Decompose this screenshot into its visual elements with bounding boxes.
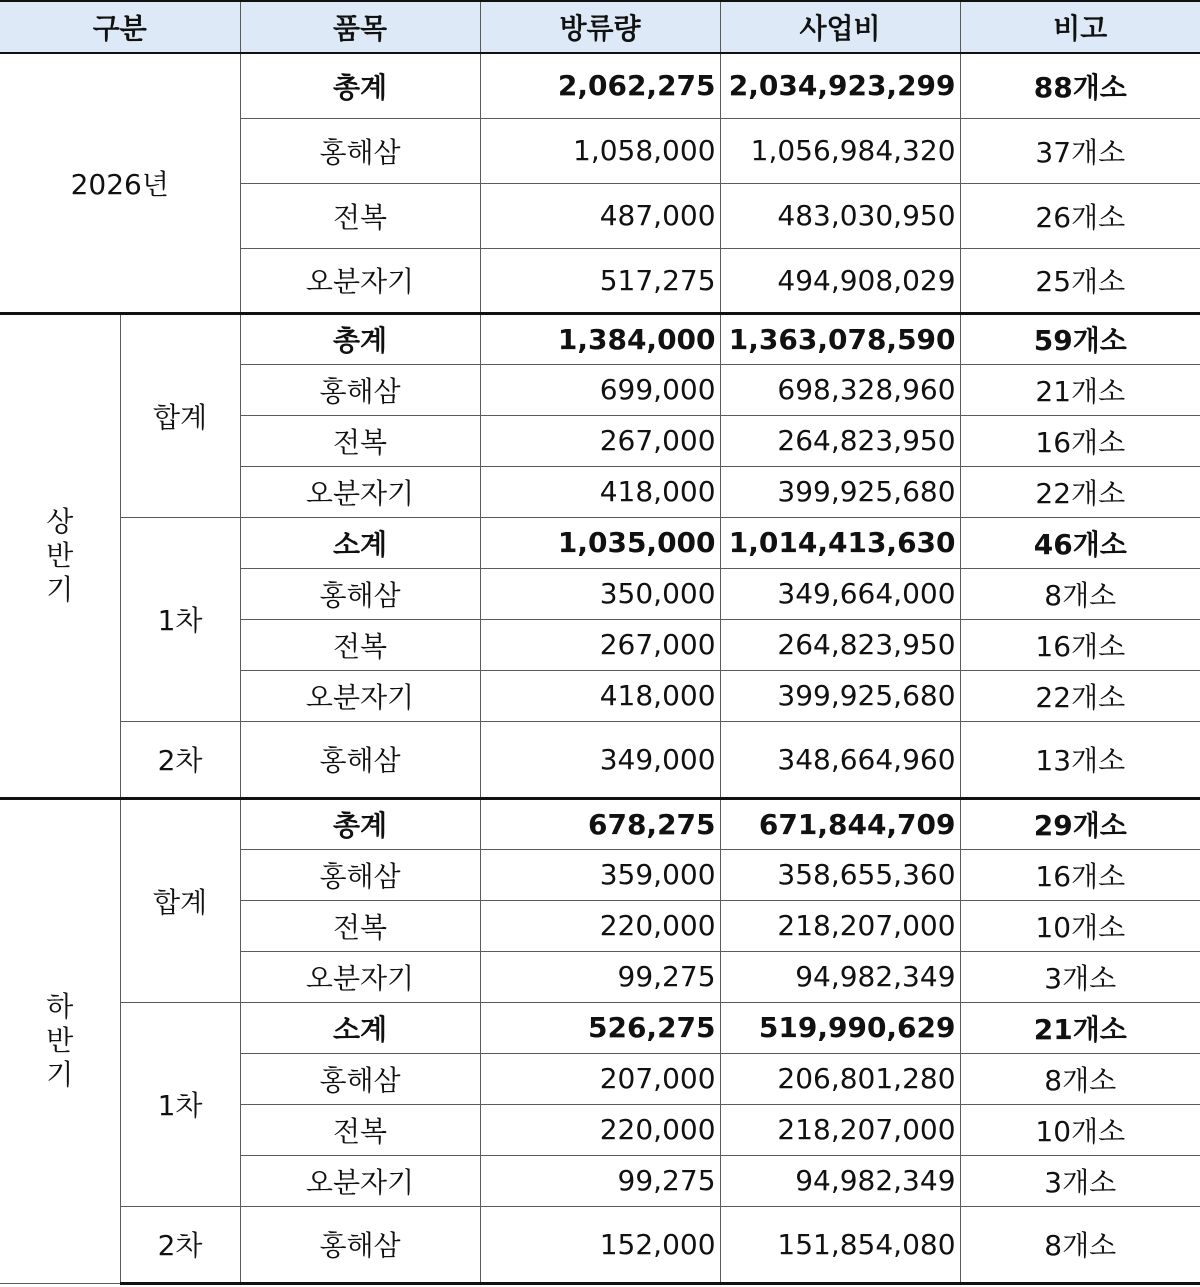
- cost-cell: 2,034,923,299: [720, 53, 960, 118]
- first-half-char: 상: [46, 504, 74, 538]
- note-cell: 21개소: [960, 364, 1200, 415]
- item-cell: 홍해삼: [240, 568, 480, 619]
- cost-cell: 349,664,000: [720, 568, 960, 619]
- item-cell: 오분자기: [240, 1155, 480, 1206]
- item-cell: 홍해삼: [240, 1053, 480, 1104]
- note-cell: 8개소: [960, 568, 1200, 619]
- item-cell: 오분자기: [240, 248, 480, 313]
- item-cell: 총계: [240, 798, 480, 849]
- table-row: [0, 721, 1200, 798]
- item-cell: 홍해삼: [240, 1206, 480, 1283]
- amount-cell: 678,275: [480, 798, 720, 849]
- item-cell: 홍해삼: [240, 849, 480, 900]
- header-row: [0, 1, 1200, 53]
- note-cell: 3개소: [960, 1155, 1200, 1206]
- item-cell: 오분자기: [240, 951, 480, 1002]
- first-half-char: 반: [46, 538, 74, 572]
- cost-cell: 358,655,360: [720, 849, 960, 900]
- cost-cell: 698,328,960: [720, 364, 960, 415]
- cost-cell: 206,801,280: [720, 1053, 960, 1104]
- cost-cell: 1,056,984,320: [720, 118, 960, 183]
- cost-cell: 483,030,950: [720, 183, 960, 248]
- amount-cell: 99,275: [480, 1155, 720, 1206]
- item-cell: 전복: [240, 415, 480, 466]
- note-cell: 8개소: [960, 1206, 1200, 1283]
- table-row: [0, 53, 1200, 118]
- note-cell: 8개소: [960, 1053, 1200, 1104]
- table-row: [0, 517, 1200, 568]
- item-cell: 총계: [240, 313, 480, 364]
- cost-cell: 1,363,078,590: [720, 313, 960, 364]
- cost-cell: 94,982,349: [720, 951, 960, 1002]
- amount-cell: 207,000: [480, 1053, 720, 1104]
- item-cell: 홍해삼: [240, 721, 480, 798]
- amount-cell: 267,000: [480, 619, 720, 670]
- amount-cell: 1,035,000: [480, 517, 720, 568]
- second-half-total-label: 합계: [120, 798, 240, 1002]
- amount-cell: 99,275: [480, 951, 720, 1002]
- second-half-char: 하: [46, 990, 74, 1023]
- amount-cell: 487,000: [480, 183, 720, 248]
- note-cell: 13개소: [960, 721, 1200, 798]
- header-cost: 사업비: [720, 1, 960, 53]
- note-cell: 26개소: [960, 183, 1200, 248]
- second-half-round2-label: 2차: [120, 1206, 240, 1283]
- header-amount: 방류량: [480, 1, 720, 53]
- amount-cell: 220,000: [480, 1104, 720, 1155]
- first-half-total-label: 합계: [120, 313, 240, 517]
- note-cell: 59개소: [960, 313, 1200, 364]
- cost-cell: 218,207,000: [720, 900, 960, 951]
- amount-cell: 699,000: [480, 364, 720, 415]
- cost-cell: 519,990,629: [720, 1002, 960, 1053]
- cost-cell: 494,908,029: [720, 248, 960, 313]
- note-cell: 22개소: [960, 670, 1200, 721]
- table-row: [0, 313, 1200, 364]
- note-cell: 3개소: [960, 951, 1200, 1002]
- amount-cell: 1,058,000: [480, 118, 720, 183]
- amount-cell: 350,000: [480, 568, 720, 619]
- first-half-char: 기: [46, 572, 74, 606]
- amount-cell: 267,000: [480, 415, 720, 466]
- item-cell: 소계: [240, 517, 480, 568]
- item-cell: 홍해삼: [240, 364, 480, 415]
- amount-cell: 359,000: [480, 849, 720, 900]
- first-half-round1-label: 1차: [120, 517, 240, 721]
- year-label: 2026년: [0, 53, 240, 313]
- cost-cell: 264,823,950: [720, 415, 960, 466]
- note-cell: 29개소: [960, 798, 1200, 849]
- amount-cell: 220,000: [480, 900, 720, 951]
- header-item: 품목: [240, 1, 480, 53]
- amount-cell: 526,275: [480, 1002, 720, 1053]
- table-row: [0, 1002, 1200, 1053]
- header-category: 구분: [0, 1, 240, 53]
- item-cell: 전복: [240, 619, 480, 670]
- cost-cell: 399,925,680: [720, 466, 960, 517]
- cost-cell: 399,925,680: [720, 670, 960, 721]
- second-half-label: [0, 798, 120, 1283]
- second-half-char: 기: [46, 1058, 74, 1091]
- item-cell: 전복: [240, 1104, 480, 1155]
- note-cell: 22개소: [960, 466, 1200, 517]
- cost-cell: 94,982,349: [720, 1155, 960, 1206]
- amount-cell: 418,000: [480, 466, 720, 517]
- amount-cell: 1,384,000: [480, 313, 720, 364]
- note-cell: 37개소: [960, 118, 1200, 183]
- note-cell: 10개소: [960, 1104, 1200, 1155]
- table-row: [0, 798, 1200, 849]
- item-cell: 홍해삼: [240, 118, 480, 183]
- cost-cell: 348,664,960: [720, 721, 960, 798]
- note-cell: 10개소: [960, 900, 1200, 951]
- note-cell: 16개소: [960, 619, 1200, 670]
- note-cell: 46개소: [960, 517, 1200, 568]
- note-cell: 21개소: [960, 1002, 1200, 1053]
- cost-cell: 218,207,000: [720, 1104, 960, 1155]
- table-row: [0, 1206, 1200, 1283]
- header-note: 비고: [960, 1, 1200, 53]
- amount-cell: 152,000: [480, 1206, 720, 1283]
- item-cell: 총계: [240, 53, 480, 118]
- note-cell: 88개소: [960, 53, 1200, 118]
- amount-cell: 418,000: [480, 670, 720, 721]
- amount-cell: 349,000: [480, 721, 720, 798]
- item-cell: 전복: [240, 183, 480, 248]
- second-half-char: 반: [46, 1024, 74, 1057]
- cost-cell: 151,854,080: [720, 1206, 960, 1283]
- second-half-round1-label: 1차: [120, 1002, 240, 1206]
- amount-cell: 2,062,275: [480, 53, 720, 118]
- item-cell: 전복: [240, 900, 480, 951]
- first-half-label: [0, 313, 120, 798]
- cost-cell: 1,014,413,630: [720, 517, 960, 568]
- note-cell: 16개소: [960, 415, 1200, 466]
- item-cell: 오분자기: [240, 466, 480, 517]
- note-cell: 16개소: [960, 849, 1200, 900]
- cost-cell: 264,823,950: [720, 619, 960, 670]
- amount-cell: 517,275: [480, 248, 720, 313]
- item-cell: 소계: [240, 1002, 480, 1053]
- note-cell: 25개소: [960, 248, 1200, 313]
- first-half-round2-label: 2차: [120, 721, 240, 798]
- cost-cell: 671,844,709: [720, 798, 960, 849]
- item-cell: 오분자기: [240, 670, 480, 721]
